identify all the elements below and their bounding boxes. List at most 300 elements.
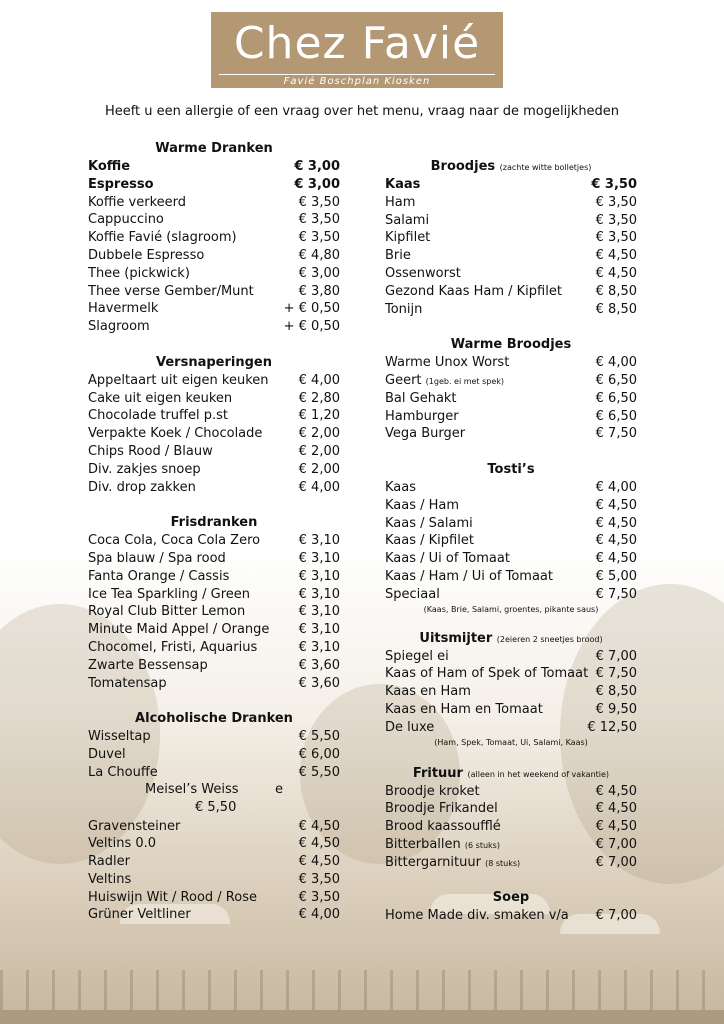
item-label xyxy=(385,265,461,283)
menu-item xyxy=(385,701,637,719)
menu-item xyxy=(88,372,340,390)
menu-item xyxy=(88,657,340,675)
item-price: € 4,50 xyxy=(595,515,637,531)
item-name: Speciaal xyxy=(385,586,440,602)
item-note: (8 stuks) xyxy=(485,858,521,868)
logo xyxy=(211,12,503,88)
item-price: € 5,50 xyxy=(195,799,237,815)
list-alcohol-a xyxy=(88,728,340,781)
item-name: Ham xyxy=(385,194,416,210)
allergy-notice: Heeft u een allergie of een vraag over het menu, vraag naar de mogelijkheden xyxy=(104,104,620,119)
item-price: + € 0,50 xyxy=(283,319,340,335)
item-name: Gezond Kaas Ham / Kipfilet xyxy=(385,283,562,299)
item-name: Gravensteiner xyxy=(88,818,181,834)
section-title-alcoholische-dranken: Alcoholische Dranken xyxy=(135,711,293,727)
item-label xyxy=(385,194,415,212)
item-price: € 3,00 xyxy=(298,265,340,281)
item-label xyxy=(385,648,449,666)
item-price: € 4,80 xyxy=(298,247,340,263)
item-name: Huiswijn Wit / Rood / Rose xyxy=(88,889,257,905)
item-label xyxy=(88,603,245,621)
item-name: Koffie Favié (slagroom) xyxy=(88,230,237,246)
item-name: Havermelk xyxy=(88,301,159,317)
item-name: Verpakte Koek / Chocolade xyxy=(88,426,263,442)
list-warme-dranken xyxy=(88,158,340,336)
list-broodjes xyxy=(385,176,637,318)
menu-item xyxy=(88,889,340,907)
item-price: € 4,00 xyxy=(298,372,340,388)
item-label xyxy=(385,719,434,737)
item-name: Kaas xyxy=(385,479,417,495)
menu-item xyxy=(88,746,340,764)
item-name: Vega Burger xyxy=(385,426,466,442)
list-versnaperingen xyxy=(88,372,340,497)
item-price: € 4,50 xyxy=(298,854,340,870)
item-price: € 4,50 xyxy=(595,265,637,281)
item-name: Chocolade truffel p.st xyxy=(88,408,228,424)
list-soep xyxy=(385,907,637,925)
section-title-frituur xyxy=(385,765,637,783)
item-name: Thee verse Gember/Munt xyxy=(88,283,254,299)
item-price: € 3,50 xyxy=(298,889,340,905)
item-label xyxy=(88,318,150,336)
item-price: € 7,50 xyxy=(595,586,637,602)
section-title-warme-broodjes: Warme Broodjes xyxy=(450,337,572,353)
item-name: Div. drop zakken xyxy=(88,479,196,495)
item-name: Kaas xyxy=(385,177,421,192)
item-label xyxy=(88,194,186,212)
item-label xyxy=(385,425,465,443)
item-price: € 3,50 xyxy=(298,212,340,228)
item-name: Thee (pickwick) xyxy=(88,265,190,281)
item-label xyxy=(385,586,440,604)
item-label xyxy=(88,211,164,229)
menu-item xyxy=(88,568,340,586)
item-price: € 4,50 xyxy=(595,533,637,549)
menu-left-column xyxy=(88,140,340,924)
logo-title: Chez Favié xyxy=(233,18,481,69)
menu-item xyxy=(385,479,637,497)
item-label xyxy=(88,300,158,318)
item-price: € 6,50 xyxy=(595,408,637,424)
item-price: € 7,00 xyxy=(595,648,637,664)
item-label xyxy=(385,836,500,854)
uitsmijter-footnote: (Ham, Spek, Tomaat, Ui, Salami, Kaas) xyxy=(434,737,588,747)
menu-item xyxy=(88,835,340,853)
item-label xyxy=(385,550,510,568)
menu-item xyxy=(88,621,340,639)
item-name: Broodje Frikandel xyxy=(385,801,498,817)
menu-item xyxy=(88,550,340,568)
frituur-title: Frituur xyxy=(412,765,463,781)
item-price: € 3,10 xyxy=(298,533,340,549)
section-title-versnaperingen: Versnaperingen xyxy=(156,354,272,370)
item-price: + € 0,50 xyxy=(283,301,340,317)
item-name: De luxe xyxy=(385,719,435,735)
item-price: € 5,50 xyxy=(298,729,340,745)
item-name: Broodje kroket xyxy=(385,783,480,799)
item-name: Chips Rood / Blauw xyxy=(88,443,213,459)
item-price: € 2,80 xyxy=(298,390,340,406)
menu-item xyxy=(88,853,340,871)
item-label xyxy=(88,479,196,497)
menu-item xyxy=(88,764,340,782)
menu-item xyxy=(88,675,340,693)
menu-item xyxy=(385,194,637,212)
item-name: Koffie verkeerd xyxy=(88,194,186,210)
menu-item xyxy=(88,906,340,924)
item-label xyxy=(385,247,411,265)
item-name: Veltins xyxy=(88,871,132,887)
section-title-soep: Soep xyxy=(492,890,530,906)
item-name: Duvel xyxy=(88,746,126,762)
item-price: € 4,50 xyxy=(595,801,637,817)
item-name: Wisseltap xyxy=(88,729,151,745)
item-name: Appeltaart uit eigen keuken xyxy=(88,372,269,388)
item-name: La Chouffe xyxy=(88,764,158,780)
logo-subtitle: Favié Boschplan Kiosken xyxy=(283,76,431,87)
item-price: € 3,50 xyxy=(298,871,340,887)
section-title-tostis: Tosti’s xyxy=(487,461,535,477)
item-label xyxy=(88,764,158,782)
menu-item xyxy=(385,683,637,701)
list-alcohol-b xyxy=(88,818,340,925)
item-name: Bitterballen xyxy=(385,836,461,852)
item-name: Kaas en Ham en Tomaat xyxy=(385,701,543,717)
item-label xyxy=(88,889,257,907)
item-label xyxy=(385,354,509,372)
item-label xyxy=(88,621,269,639)
menu-item xyxy=(88,728,340,746)
menu-item xyxy=(88,461,340,479)
item-label xyxy=(385,390,457,408)
item-price: € 7,00 xyxy=(595,854,637,870)
item-price: € 7,50 xyxy=(595,426,637,442)
item-label xyxy=(385,283,562,301)
item-price: € 3,00 xyxy=(294,176,340,192)
menu-item xyxy=(385,907,637,925)
item-price: € 3,10 xyxy=(298,604,340,620)
item-label xyxy=(88,229,237,247)
item-price: € 5,50 xyxy=(298,764,340,780)
section-title-broodjes xyxy=(385,158,637,176)
item-price: € 2,00 xyxy=(298,426,340,442)
item-price: € 3,10 xyxy=(298,639,340,655)
menu-item xyxy=(88,158,340,176)
item-label xyxy=(385,568,553,586)
item-name: Bal Gehakt xyxy=(385,390,457,406)
item-name: Brie xyxy=(385,248,411,264)
item-price: € 3,50 xyxy=(595,194,637,210)
menu-item xyxy=(385,354,637,372)
item-label xyxy=(385,683,471,701)
item-price: € 3,80 xyxy=(298,283,340,299)
item-name: Home Made div. smaken v/a xyxy=(385,908,569,924)
item-name: Div. zakjes snoep xyxy=(88,461,201,477)
menu-item xyxy=(88,300,340,318)
item-price: € 4,50 xyxy=(595,248,637,264)
item-name: Cake uit eigen keuken xyxy=(88,390,233,406)
menu-item xyxy=(88,194,340,212)
item-name: Hamburger xyxy=(385,408,459,424)
item-name: Kaas / Ham xyxy=(385,497,460,513)
item-price: € 2,00 xyxy=(298,461,340,477)
item-name: Kaas / Ham / Ui of Tomaat xyxy=(385,568,553,584)
menu-item xyxy=(385,497,637,515)
tostis-footnote: (Kaas, Brie, Salami, groentes, pikante saus) xyxy=(423,604,599,614)
menu-item xyxy=(385,854,637,872)
item-name: Spiegel ei xyxy=(385,648,449,664)
item-name: Slagroom xyxy=(88,319,150,335)
item-label xyxy=(385,372,504,390)
item-price: € 3,50 xyxy=(595,230,637,246)
item-label xyxy=(88,390,232,408)
item-name: Ossenworst xyxy=(385,265,461,281)
menu-item xyxy=(385,532,637,550)
item-name: Royal Club Bitter Lemon xyxy=(88,604,246,620)
item-price: € 3,50 xyxy=(298,230,340,246)
item-name: Kaas / Kipfilet xyxy=(385,533,474,549)
item-name: Koffie xyxy=(88,159,131,174)
menu-item xyxy=(385,408,637,426)
item-label xyxy=(385,301,422,319)
item-price: € 3,50 xyxy=(591,177,637,192)
item-label xyxy=(385,408,459,426)
item-price: € 4,00 xyxy=(298,907,340,923)
menu-item xyxy=(88,247,340,265)
menu-item xyxy=(88,211,340,229)
item-label xyxy=(88,568,229,586)
item-name: Warme Unox Worst xyxy=(385,355,510,371)
item-label xyxy=(385,818,501,836)
item-price: € 8,50 xyxy=(595,301,637,317)
item-name: Kaas / Ui of Tomaat xyxy=(385,551,510,567)
item-name: Veltins 0.0 xyxy=(88,836,157,852)
item-price: € 3,10 xyxy=(298,622,340,638)
menu-item xyxy=(88,176,340,194)
item-name: Cappuccino xyxy=(88,212,164,228)
item-name: Tonijn xyxy=(385,301,423,317)
item-price: € 2,00 xyxy=(298,443,340,459)
item-price: € 4,50 xyxy=(298,818,340,834)
menu-item xyxy=(88,639,340,657)
menu-item-meisels-weiss xyxy=(88,782,340,818)
menu-item xyxy=(385,425,637,443)
menu-item xyxy=(88,407,340,425)
menu-item xyxy=(385,586,637,604)
menu-item xyxy=(88,871,340,889)
menu-item xyxy=(385,247,637,265)
menu-item xyxy=(88,479,340,497)
item-name: Coca Cola, Coca Cola Zero xyxy=(88,533,261,549)
item-label xyxy=(88,728,151,746)
menu-item xyxy=(385,836,637,854)
item-price: € 3,10 xyxy=(298,586,340,602)
item-note: (1geb. ei met spek) xyxy=(425,376,505,386)
item-name: Bittergarnituur xyxy=(385,854,481,870)
item-label xyxy=(88,853,130,871)
item-label xyxy=(88,247,204,265)
menu-item xyxy=(88,390,340,408)
item-price: € 4,50 xyxy=(595,497,637,513)
item-name: Ice Tea Sparkling / Green xyxy=(88,586,251,602)
menu-item xyxy=(385,800,637,818)
item-label xyxy=(88,176,154,194)
broodjes-title: Broodjes xyxy=(430,159,496,174)
item-label xyxy=(88,532,260,550)
item-name: Fanta Orange / Cassis xyxy=(88,568,230,584)
item-label xyxy=(385,854,520,872)
item-price: € 4,50 xyxy=(595,783,637,799)
item-name: Spa blauw / Spa rood xyxy=(88,550,226,566)
item-price: € 7,00 xyxy=(595,836,637,852)
menu-item xyxy=(88,318,340,336)
item-label xyxy=(88,461,201,479)
item-label xyxy=(385,212,429,230)
menu-item xyxy=(88,818,340,836)
item-label xyxy=(385,515,473,533)
item-label xyxy=(385,497,459,515)
item-name: Meisel’s Weiss xyxy=(145,781,239,797)
menu-item xyxy=(385,390,637,408)
item-price: € 6,50 xyxy=(595,390,637,406)
item-price: € 5,00 xyxy=(595,568,637,584)
item-name: Tomatensap xyxy=(88,675,167,691)
item-price: € 3,00 xyxy=(294,159,340,174)
item-price: € 6,00 xyxy=(298,746,340,762)
item-label xyxy=(88,265,190,283)
item-label xyxy=(385,479,416,497)
frituur-note: (alleen in het weekend of vakantie) xyxy=(467,769,610,779)
item-name: Salami xyxy=(385,212,430,228)
logo-divider xyxy=(219,74,495,75)
item-label xyxy=(88,443,213,461)
item-label xyxy=(88,906,191,924)
menu-item xyxy=(385,568,637,586)
item-name: Kaas en Ham xyxy=(385,684,471,700)
item-price: € 4,50 xyxy=(595,551,637,567)
menu-item xyxy=(385,550,637,568)
item-name: Grüner Veltliner xyxy=(88,907,191,923)
menu-item xyxy=(88,283,340,301)
list-frisdranken xyxy=(88,532,340,692)
item-label xyxy=(385,665,588,683)
uitsmijter-title: Uitsmijter xyxy=(419,630,493,646)
section-title-uitsmijter xyxy=(385,630,637,648)
item-label xyxy=(385,783,480,801)
item-label xyxy=(88,550,226,568)
menu-item xyxy=(385,665,637,683)
item-label xyxy=(385,701,543,719)
menu-item xyxy=(88,265,340,283)
item-name: Brood kaassoufflé xyxy=(385,819,501,835)
item-price: € 8,50 xyxy=(595,684,637,700)
item-price: € 3,10 xyxy=(298,550,340,566)
item-label xyxy=(88,407,228,425)
uitsmijter-note: (2eieren 2 sneetjes brood) xyxy=(496,634,603,644)
menu-item xyxy=(385,719,637,737)
item-label xyxy=(385,800,498,818)
item-note: (6 stuks) xyxy=(464,840,500,850)
item-price: € 4,00 xyxy=(595,479,637,495)
item-price: € 3,50 xyxy=(298,194,340,210)
section-title-frisdranken: Frisdranken xyxy=(170,515,258,531)
menu-item xyxy=(88,443,340,461)
menu-item xyxy=(385,176,637,194)
item-price: € 3,60 xyxy=(298,657,340,673)
item-price: € 7,00 xyxy=(595,908,637,924)
item-label xyxy=(88,425,262,443)
item-price: € 3,60 xyxy=(298,675,340,691)
menu-item xyxy=(385,648,637,666)
item-price: € 4,00 xyxy=(595,355,637,371)
item-price: € 6,50 xyxy=(595,372,637,388)
item-label xyxy=(88,746,126,764)
menu-item xyxy=(88,532,340,550)
item-label xyxy=(88,639,257,657)
menu-item xyxy=(88,229,340,247)
item-name: Minute Maid Appel / Orange xyxy=(88,622,270,638)
menu-item xyxy=(385,265,637,283)
menu-item xyxy=(88,603,340,621)
item-name: Kaas / Salami xyxy=(385,515,473,531)
item-label xyxy=(88,818,180,836)
item-price: € 4,00 xyxy=(298,479,340,495)
item-name: Chocomel, Fristi, Aquarius xyxy=(88,639,258,655)
menu-item xyxy=(88,425,340,443)
item-price: € 3,10 xyxy=(298,568,340,584)
item-price: € 1,20 xyxy=(298,408,340,424)
item-label xyxy=(88,283,254,301)
menu-item xyxy=(385,783,637,801)
item-suffix: e xyxy=(275,781,283,797)
menu-item xyxy=(385,818,637,836)
list-frituur xyxy=(385,783,637,872)
menu-item xyxy=(385,515,637,533)
item-label xyxy=(385,907,569,925)
list-warme-broodjes xyxy=(385,354,637,443)
item-price: € 8,50 xyxy=(595,283,637,299)
item-label xyxy=(385,176,420,194)
item-name: Zwarte Bessensap xyxy=(88,657,208,673)
menu-item xyxy=(385,229,637,247)
broodjes-note: (zachte witte bolletjes) xyxy=(499,163,592,172)
item-price: € 3,50 xyxy=(595,212,637,228)
menu-item xyxy=(385,212,637,230)
menu-item xyxy=(385,372,637,390)
section-title-warme-dranken: Warme Dranken xyxy=(155,141,273,156)
menu-item xyxy=(385,283,637,301)
menu-item xyxy=(88,586,340,604)
item-label xyxy=(88,835,156,853)
item-label xyxy=(88,586,250,604)
item-label xyxy=(88,657,208,675)
item-name: Dubbele Espresso xyxy=(88,247,205,263)
list-tostis xyxy=(385,479,637,604)
item-name: Kipfilet xyxy=(385,230,431,246)
item-price: € 7,50 xyxy=(595,666,637,682)
item-name: Kaas of Ham of Spek of Tomaat xyxy=(385,666,589,682)
item-label xyxy=(385,532,474,550)
item-label xyxy=(88,871,131,889)
item-price: € 12,50 xyxy=(587,719,637,735)
list-uitsmijter xyxy=(385,648,637,737)
menu-right-column xyxy=(385,158,637,925)
item-price: € 4,50 xyxy=(595,819,637,835)
menu-item xyxy=(385,301,637,319)
item-label xyxy=(88,372,269,390)
item-label xyxy=(385,229,430,247)
